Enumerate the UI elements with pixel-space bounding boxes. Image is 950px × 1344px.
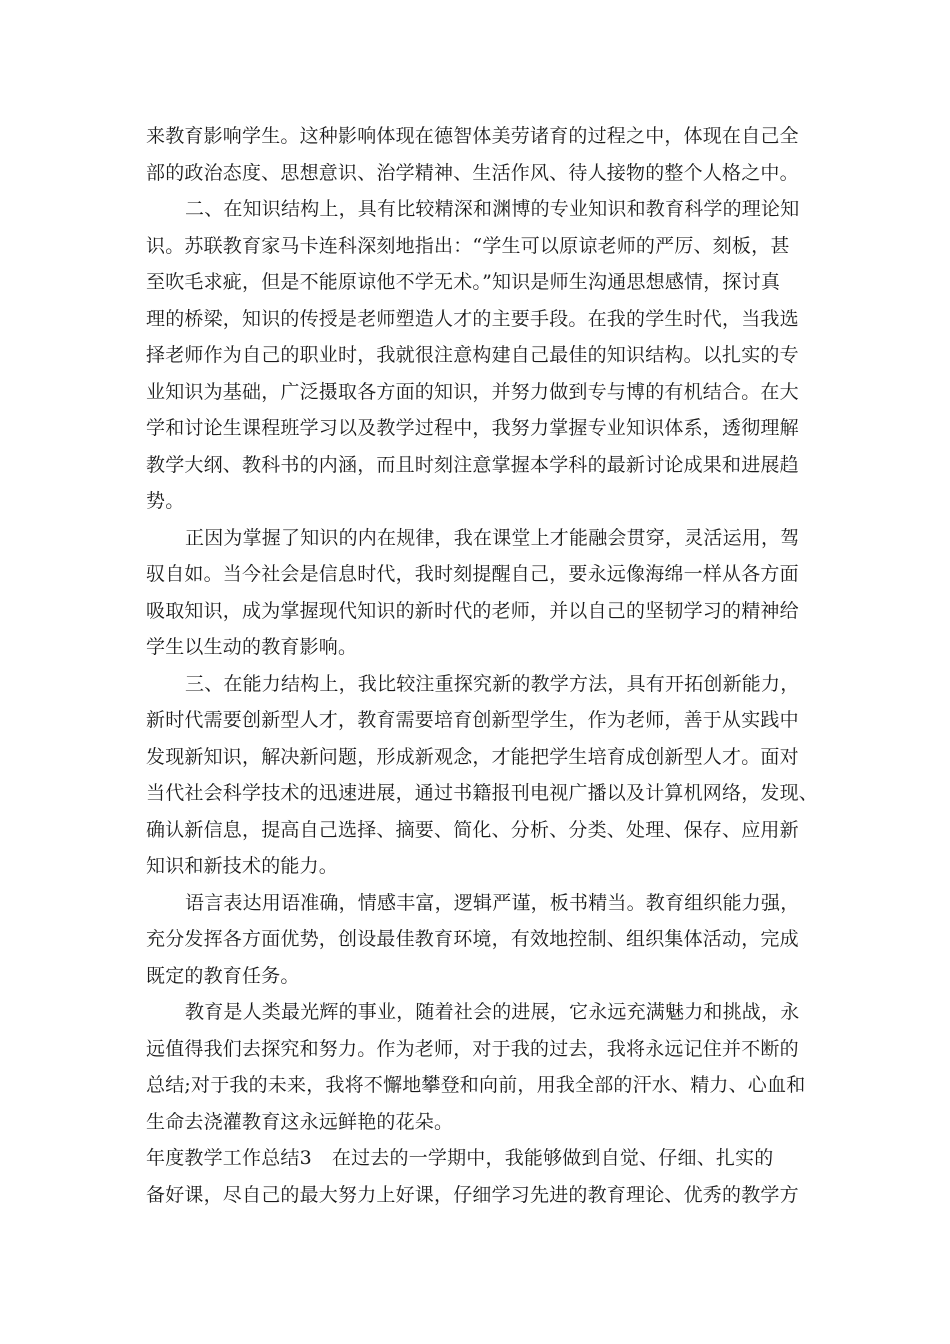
text-line: 远值得我们去探究和努力。作为老师，对于我的过去，我将永远记住并不断的 — [146, 1037, 799, 1060]
text-line: 业知识为基础，广泛摄取各方面的知识，并努力做到专与博的有机结合。在大 — [146, 380, 799, 403]
text-line: 教学大纲、教科书的内涵，而且时刻注意掌握本学科的最新讨论成果和进展趋 — [146, 453, 799, 476]
text-line: 新时代需要创新型人才，教育需要培育创新型学生，作为老师，善于从实践中 — [146, 709, 799, 731]
section-first-line: 在过去的一学期中，我能够做到自觉、仔细、扎实的 — [331, 1147, 774, 1169]
text-line: 备好课，尽自己的最大努力上好课，仔细学习先进的教育理论、优秀的教学方 — [146, 1183, 799, 1206]
paragraph — [146, 520, 816, 666]
section-heading: 年度教学工作总结3 — [146, 1147, 312, 1169]
text-line: 发现新知识，解决新问题，形成新观念，才能把学生培育成创新型人才。面对 — [146, 745, 799, 768]
document-page — [146, 118, 819, 1213]
section-heading-line — [146, 1140, 816, 1177]
paragraph — [146, 885, 816, 995]
text-line: 理的桥梁，知识的传授是老师塑造人才的主要手段。在我的学生时代，当我选 — [146, 307, 799, 330]
text-line: 正因为掌握了知识的内在规律，我在课堂上才能融会贯穿，灵活运用，驾 — [185, 526, 800, 549]
paragraph — [146, 191, 816, 520]
paragraph — [146, 994, 816, 1140]
text-line: 至吹毛求疵，但是不能原谅他不学无术。”知识是师生沟通思想感情，探讨真 — [146, 271, 781, 293]
paragraph — [146, 118, 816, 191]
text-line: 总结;对于我的未来，我将不懈地攀登和向前，用我全部的汗水、精力、心血和 — [146, 1074, 806, 1096]
text-line: 既定的教育任务。 — [146, 964, 300, 987]
text-line: 驭自如。当今社会是信息时代，我时刻提醒自己，要永远像海绵一样从各方面 — [146, 563, 799, 585]
text-line: 二、在知识结构上，具有比较精深和渊博的专业知识和教育科学的理论知 — [185, 198, 800, 220]
text-line: 吸取知识，成为掌握现代知识的新时代的老师，并以自己的坚韧学习的精神给 — [146, 599, 799, 622]
section-body — [146, 1177, 816, 1214]
text-line: 确认新信息，提高自己选择、摘要、简化、分析、分类、处理、保存、应用新 — [146, 818, 799, 841]
text-line: 生命去浇灌教育这永远鲜艳的花朵。 — [146, 1110, 454, 1133]
paragraph — [146, 666, 819, 885]
text-line: 学和讨论生课程班学习以及教学过程中，我努力掌握专业知识体系，透彻理解 — [146, 417, 799, 439]
text-line: 知识和新技术的能力。 — [146, 855, 339, 877]
text-line: 来教育影响学生。这种影响体现在德智体美劳诸育的过程之中，体现在自己全 — [146, 125, 799, 147]
text-line: 充分发挥各方面优势，创设最佳教育环境，有效地控制、组织集体活动，完成 — [146, 928, 799, 950]
text-line: 语言表达用语准确，情感丰富，逻辑严谨，板书精当。教育组织能力强， — [185, 891, 800, 914]
text-line: 当代社会科学技术的迅速进展，通过书籍报刊电视广播以及计算机网络，发现、 — [146, 782, 819, 804]
text-line: 部的政治态度、思想意识、治学精神、生活作风、待人接物的整个人格之中。 — [146, 161, 799, 184]
text-line: 三、在能力结构上，我比较注重探究新的教学方法，具有开拓创新能力， — [185, 672, 800, 695]
text-line: 势。 — [146, 490, 185, 512]
text-line: 择老师作为自己的职业时，我就很注意构建自己最佳的知识结构。以扎实的专 — [146, 344, 799, 366]
document-body — [146, 118, 819, 1140]
text-line: 识。苏联教育家马卡连科深刻地指出：“学生可以原谅老师的严厉、刻板，甚 — [146, 234, 790, 257]
text-line: 教育是人类最光辉的事业，随着社会的进展，它永远充满魅力和挑战，永 — [185, 1001, 800, 1023]
text-line: 学生以生动的教育影响。 — [146, 636, 358, 658]
